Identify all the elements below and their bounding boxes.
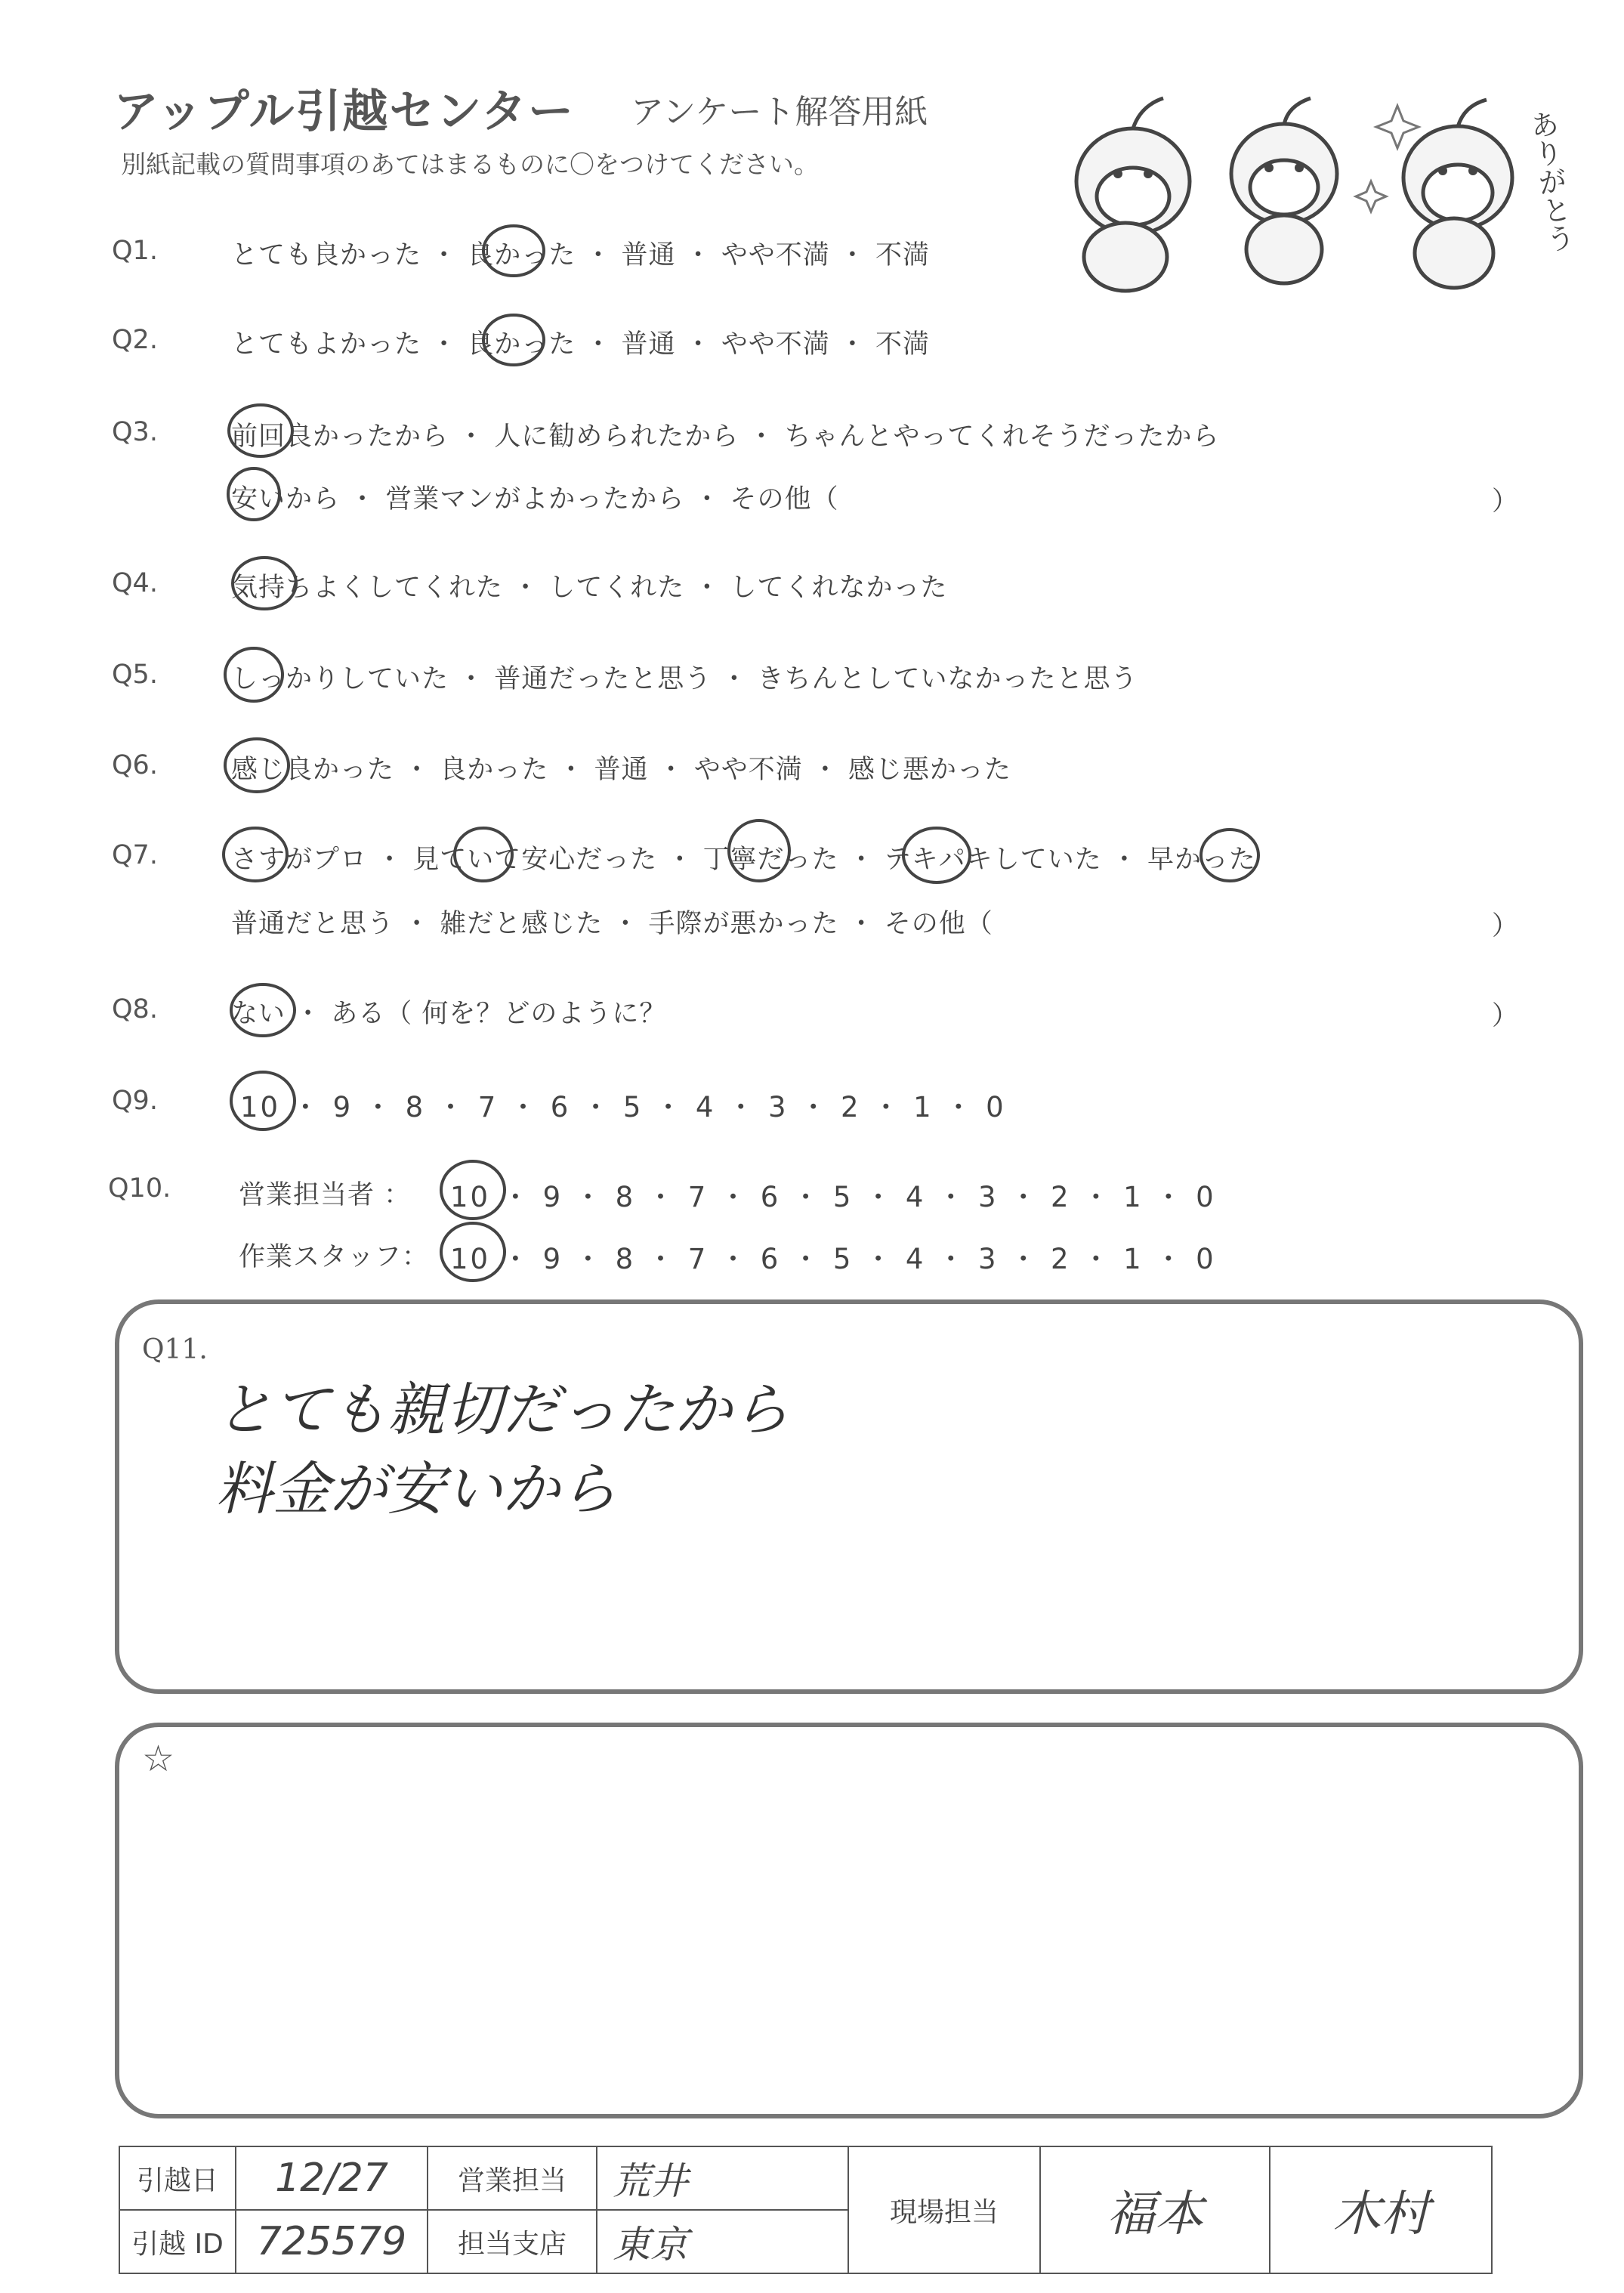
- footer-table: [119, 2146, 1493, 2274]
- star-icon: ☆: [142, 1738, 175, 1780]
- q11-answer-line1: とても親切だったから: [215, 1376, 789, 1443]
- q2-label: Q2.: [112, 325, 158, 355]
- q7-answer-circle-5: [1201, 830, 1258, 881]
- move-id-label: 引越 ID: [119, 2210, 236, 2273]
- q11-label: Q11.: [142, 1334, 208, 1365]
- q2-answer-circle: [483, 315, 544, 365]
- q7-answer-circle-2: [455, 828, 512, 881]
- move-date-value: 12/27: [236, 2146, 428, 2210]
- q11-answer-line2: 料金が安いから: [215, 1455, 617, 1522]
- sales-rep-value: 荒井: [597, 2146, 848, 2210]
- site-rep-value-1: 福本: [1040, 2146, 1270, 2273]
- q7-options-line2: 普通だと思う ・ 雑だと感じた ・ 手際が悪かった ・ その他（: [231, 909, 993, 939]
- q1-answer-circle: [483, 226, 544, 276]
- q8-options: ない ・ ある（ 何を？どのように？: [231, 999, 667, 1029]
- q10-sales-answer-circle: [441, 1161, 505, 1219]
- q7-answer-circle-1: [224, 828, 287, 881]
- q4-label: Q4.: [112, 568, 158, 598]
- q10-sales-scale: 10 ・ 9 ・ 8 ・ 7 ・ 6 ・ 5 ・ 4 ・ 3 ・ 2 ・ 1 ・ 0: [450, 1181, 1216, 1213]
- instruction-text: 別紙記載の質問事項のあてはまるものに〇をつけてください。: [121, 150, 819, 179]
- q7-label: Q7.: [112, 840, 158, 870]
- q10-staff-scale: 10 ・ 9 ・ 8 ・ 7 ・ 6 ・ 5 ・ 4 ・ 3 ・ 2 ・ 1 ・ 0: [450, 1243, 1216, 1275]
- comment-box: [115, 1723, 1583, 2118]
- q5-answer-circle: [225, 648, 283, 701]
- q4-answer-circle: [233, 558, 296, 609]
- company-title: アップル引越センター: [113, 85, 575, 138]
- form-name: アンケート解答用紙: [631, 93, 928, 131]
- q10-staff-label: 作業スタッフ：: [239, 1242, 430, 1272]
- q2-options: とてもよかった ・ 良かった ・ 普通 ・ やや不満 ・ 不満: [231, 329, 931, 360]
- q3-label: Q3.: [112, 417, 158, 447]
- q6-label: Q6.: [112, 750, 158, 780]
- q10-label: Q10.: [108, 1173, 171, 1204]
- q9-scale: 10 ・ 9 ・ 8 ・ 7 ・ 6 ・ 5 ・ 4 ・ 3 ・ 2 ・ 1 ・ 0: [240, 1091, 1006, 1123]
- move-date-label: 引越日: [119, 2146, 236, 2210]
- q1-options: とても良かった ・ 良かった ・ 普通 ・ やや不満 ・ 不満: [231, 240, 931, 270]
- q9-label: Q9.: [112, 1086, 158, 1116]
- q8-answer-circle: [231, 984, 295, 1036]
- q8-label: Q8.: [112, 994, 158, 1024]
- q3-answer-circle-1: [229, 405, 292, 456]
- q9-answer-circle: [231, 1072, 295, 1130]
- q7-options-line1: さすがプロ ・ 見ていて安心だった ・ 丁寧だった ・ テキパキしていた ・ 早かった: [231, 845, 1257, 875]
- q6-options: 感じ良かった ・ 良かった ・ 普通 ・ やや不満 ・ 感じ悪かった: [231, 755, 1012, 785]
- q6-answer-circle: [225, 739, 289, 792]
- site-rep-value-2: 木村: [1270, 2146, 1492, 2273]
- q5-options: しっかりしていた ・ 普通だったと思う ・ きちんとしていなかったと思う: [231, 664, 1138, 694]
- q10-sales-label: 営業担当者 ：: [239, 1180, 412, 1210]
- branch-label: 担当支店: [428, 2210, 597, 2273]
- q7-answer-circle-4: [903, 828, 970, 882]
- q5-label: Q5.: [112, 660, 158, 690]
- q3-options-line2: 安いから ・ 営業マンがよかったから ・ その他（: [231, 484, 839, 515]
- q1-label: Q1.: [112, 236, 158, 266]
- q3-close-paren: ）: [1492, 487, 1519, 517]
- q4-options: 気持ちよくしてくれた ・ してくれた ・ してくれなかった: [231, 573, 948, 603]
- q7-answer-circle-3: [729, 820, 789, 881]
- q3-options-line1: 前回良かったから ・ 人に勧められたから ・ ちゃんとやってくれそうだったから: [231, 422, 1220, 452]
- sales-rep-label: 営業担当: [428, 2146, 597, 2210]
- q3-answer-circle-2: [228, 468, 279, 520]
- q7-close-paren: ）: [1492, 911, 1519, 941]
- mascot-caption: ありがとう: [1523, 107, 1577, 255]
- q8-close-paren: ）: [1492, 1001, 1519, 1031]
- move-id-value: 725579: [236, 2210, 428, 2273]
- branch-value: 東京: [597, 2210, 848, 2273]
- q10-staff-answer-circle: [441, 1223, 505, 1281]
- site-rep-label: 現場担当: [848, 2146, 1040, 2273]
